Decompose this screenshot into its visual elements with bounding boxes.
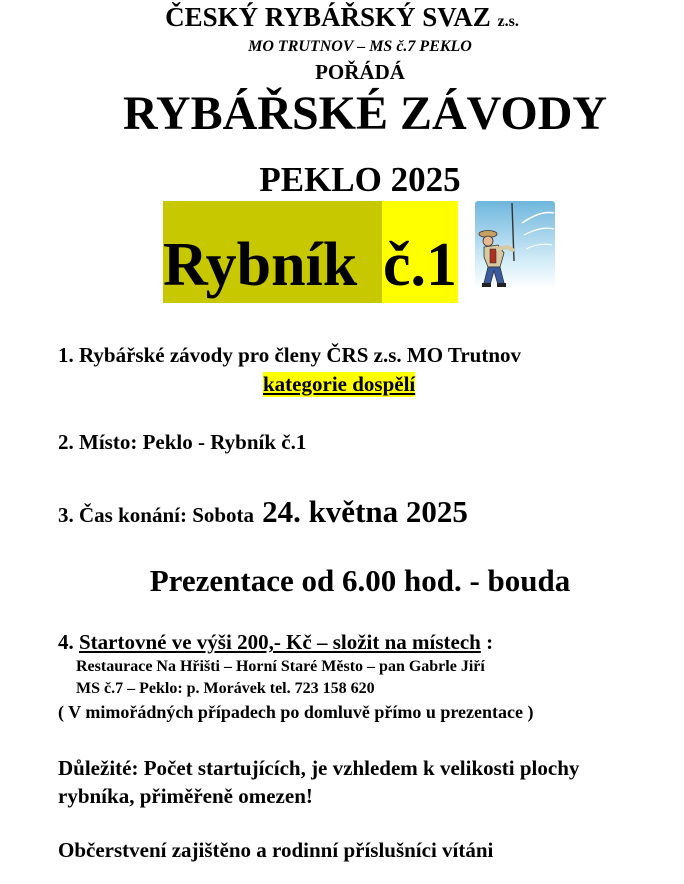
item-3-time xyxy=(58,494,468,530)
organizes-line: POŘÁDÁ xyxy=(315,60,405,84)
important-line-2: rybníka, přiměřeně omezen! xyxy=(58,784,313,808)
pond-name: Rybník xyxy=(163,231,358,299)
item-1-members: 1. Rybářské závody pro členy ČRS z.s. MO Trutnov xyxy=(58,343,522,367)
branch-line: MO TRUTNOV – MS č.7 PEKLO xyxy=(248,38,472,55)
org-suffix: z.s. xyxy=(497,13,519,30)
presentation-time: Prezentace od 6.00 hod. - bouda xyxy=(149,563,571,598)
item-2-location: 2. Místo: Peklo - Rybník č.1 xyxy=(58,430,307,454)
page-title: RYBÁŘSKÉ ZÁVODY xyxy=(122,87,608,140)
fee-number: 4. xyxy=(58,630,79,654)
exception-note: ( V mimořádných případech po domluvě přímo u prezentace ) xyxy=(58,702,534,722)
time-label: 3. Čas konání: Sobota xyxy=(58,503,255,527)
important-notice xyxy=(58,754,579,810)
payment-place-2: MS č.7 – Peklo: p. Morávek tel. 723 158 620 xyxy=(76,680,375,697)
refreshments-note: Občerstvení zajištěno a rodinní příslušníci vítáni xyxy=(58,838,494,862)
fee-colon: : xyxy=(480,630,494,654)
payment-place-1: Restaurace Na Hřišti – Horní Staré Město – pan Gabrle Jiří xyxy=(76,658,485,675)
important-line-1: Důležité: Počet startujících, je vzhledem k velikosti plochy xyxy=(58,756,580,780)
event-date: 24. května 2025 xyxy=(262,494,468,529)
category-highlight: kategorie dospělí xyxy=(263,372,416,396)
org-name-text: ČESKÝ RYBÁŘSKÝ SVAZ xyxy=(165,2,491,32)
pond-number: č.1 xyxy=(383,231,458,299)
fisherman-icon xyxy=(474,201,556,290)
organization-name xyxy=(0,2,684,33)
item-4-fee xyxy=(58,630,493,655)
fee-text: Startovné ve výši 200,- Kč – složit na místech xyxy=(79,630,481,654)
page-subtitle: PEKLO 2025 xyxy=(259,160,461,199)
